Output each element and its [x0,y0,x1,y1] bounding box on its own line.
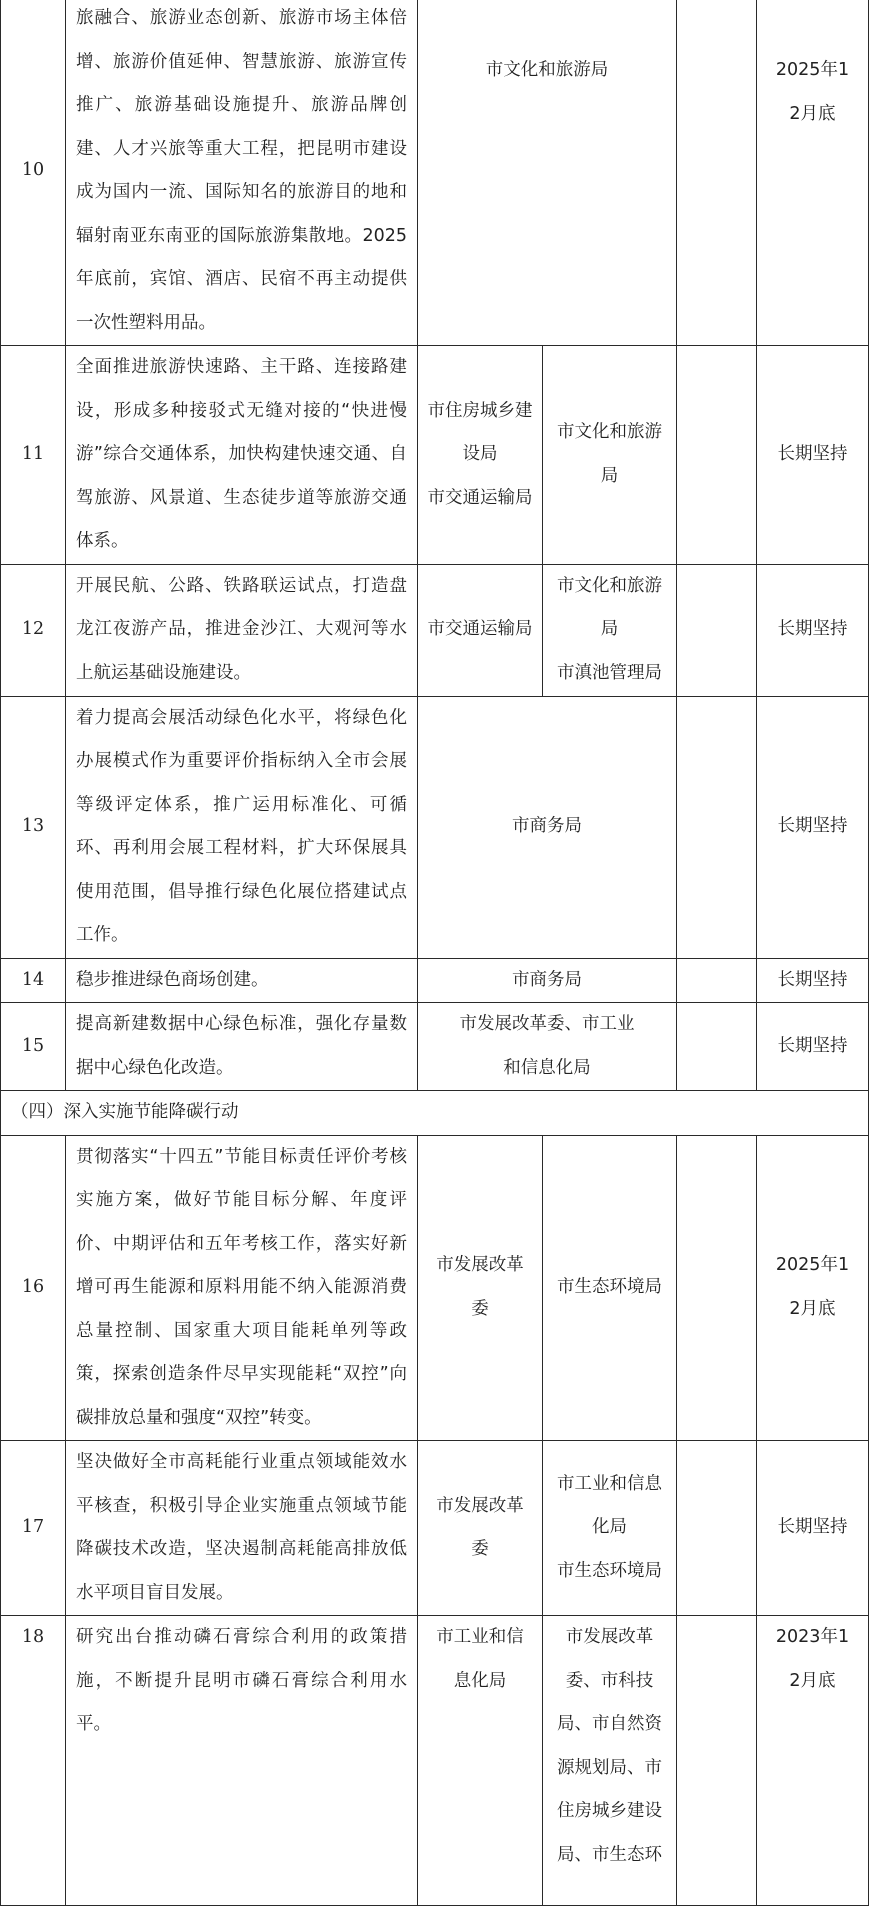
row-number: 11 [1,346,66,565]
deadline [757,0,869,346]
table-row [1,346,869,565]
row-number: 18 [1,1616,66,1906]
assist-department-name: 市工业和信息化局 [557,1473,662,1538]
empty-cell [677,696,757,958]
deadline: 长期坚持 [757,346,869,565]
deadline-text: 2025年12月底 [775,60,850,124]
row-number: 14 [1,958,66,1003]
responsible-department: 市商务局 [418,696,677,958]
deadline [757,1135,869,1441]
empty-cell [677,958,757,1003]
lead-department-name: 市交通运输局 [427,619,533,640]
task-content: 稳步推进绿色商场创建。 [66,958,418,1003]
assist-department-name: 市生态环境局 [557,1277,662,1297]
task-content: 全面推进旅游快速路、主干路、连接路建设，形成多种接驳式无缝对接的“快进慢游”综合交通体系，加快构建快速交通、自驾旅游、风景道、生态徒步道等旅游交通体系。 [66,346,418,565]
table-row [1,564,869,696]
assist-department [543,1441,677,1616]
deadline: 长期坚持 [757,564,869,696]
task-content: 贯彻落实“十四五”节能目标责任评价考核实施方案，做好节能目标分解、年度评价、中期评估和五年考核工作，落实好新增可再生能源和原料用能不纳入能源消费总量控制、国家重大项目能耗单列等政策，探索创造条件尽早实现能耗“双控”向碳排放总量和强度“双控”转变。 [66,1135,418,1441]
task-content: 开展民航、公路、铁路联运试点，打造盘龙江夜游产品，推进金沙江、大观河等水上航运基础设施建设。 [66,564,418,696]
row-number: 17 [1,1441,66,1616]
assist-department-name: 市生态环境局 [557,1560,662,1581]
task-content: 旅融合、旅游业态创新、旅游市场主体倍增、旅游价值延伸、智慧旅游、旅游宣传推广、旅游基础设施提升、旅游品牌创建、人才兴旅等重大工程，把昆明市建设成为国内一流、国际知名的旅游目的地和辐射南亚东南亚的国际旅游集散地。2025年底前，宾馆、酒店、民宿不再主动提供一次性塑料用品。 [66,0,418,346]
empty-cell [677,1135,757,1441]
row-number: 15 [1,1003,66,1091]
row-number: 12 [1,564,66,696]
empty-cell [677,564,757,696]
table-row [1,958,869,1003]
deadline: 长期坚持 [757,1003,869,1091]
table-row [1,1003,869,1091]
lead-department [418,1441,543,1616]
assist-department [543,1616,677,1906]
table-row [1,1135,869,1441]
table-row [1,1616,869,1906]
deadline: 长期坚持 [757,958,869,1003]
lead-department [418,346,543,565]
lead-department-name: 市发展改革委 [436,1255,524,1319]
task-content: 着力提高会展活动绿色化水平，将绿色化办展模式作为重要评价指标纳入全市会展等级评定体系，推广运用标准化、可循环、再利用会展工程材料，扩大环保展具使用范围，倡导推行绿色化展位搭建试点工作。 [66,696,418,958]
assist-department [543,564,677,696]
table-row [1,1441,869,1616]
lead-department-name: 市发展改革委 [436,1495,524,1559]
deadline: 长期坚持 [757,1441,869,1616]
table-row [1,0,869,346]
lead-department [418,1616,543,1906]
lead-department-name: 市交通运输局 [427,487,533,508]
assist-department-name: 市文化和旅游局 [557,422,662,486]
deadline-text: 2023年12月底 [775,1627,850,1691]
assist-department-name: 市文化和旅游局 [557,575,662,640]
empty-cell [677,1441,757,1616]
task-content: 提高新建数据中心绿色标准，强化存量数据中心绿色化改造。 [66,1003,418,1091]
task-content: 研究出台推动磷石膏综合利用的政策措施，不断提升昆明市磷石膏综合利用水平。 [66,1616,418,1906]
lead-department-name: 市工业和信息化局 [436,1627,524,1691]
row-number: 13 [1,696,66,958]
section-row [1,1091,869,1136]
empty-cell [677,0,757,346]
row-number: 16 [1,1135,66,1441]
table-row [1,696,869,958]
deadline [757,1616,869,1906]
row-number: 10 [1,0,66,346]
empty-cell [677,346,757,565]
assist-department-name: 市发展改革委、市科技局、市自然资源规划局、市住房城乡建设局、市生态环 [557,1627,662,1865]
responsible-department: 市发展改革委、市工业和信息化局 [418,1003,677,1091]
empty-cell [677,1616,757,1906]
assist-department [543,346,677,565]
assist-department-name: 市滇池管理局 [557,662,662,683]
empty-cell [677,1003,757,1091]
assist-department [543,1135,677,1441]
lead-department [418,564,543,696]
deadline: 长期坚持 [757,696,869,958]
section-heading: （四）深入实施节能降碳行动 [1,1091,869,1136]
task-content: 坚决做好全市高耗能行业重点领域能效水平核查，积极引导企业实施重点领域节能降碳技术改造，坚决遏制高耗能高排放低水平项目盲目发展。 [66,1441,418,1616]
lead-department-name: 市住房城乡建设局 [427,400,533,464]
responsible-department: 市商务局 [418,958,677,1003]
responsible-department: 市文化和旅游局 [418,0,677,346]
lead-department [418,1135,543,1441]
deadline-text: 2025年12月底 [775,1255,850,1319]
